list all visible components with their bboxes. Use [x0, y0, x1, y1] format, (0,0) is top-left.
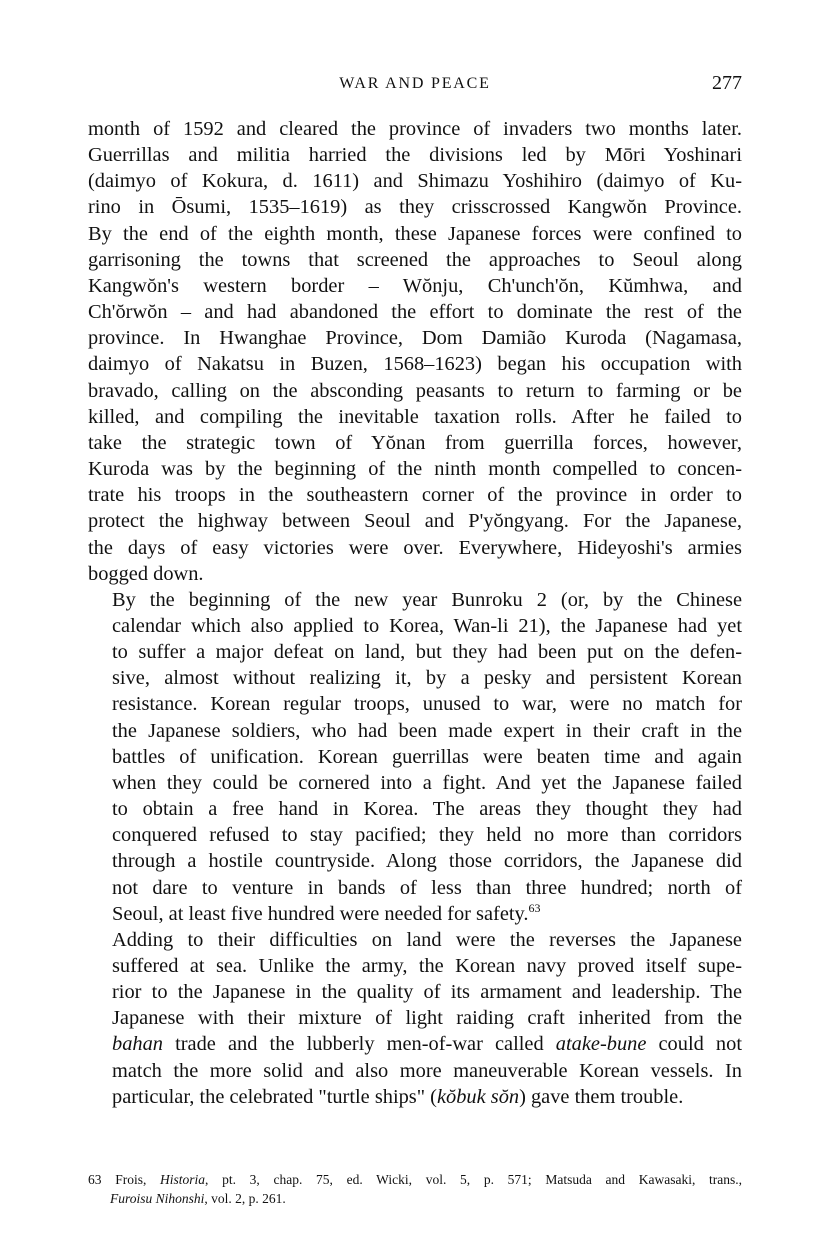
text-line: take the strategic town of Yŏnan from guerrilla forces, however,: [88, 431, 742, 454]
text-line: suffered at sea. Unlike the army, the Korean navy proved itself supe-: [112, 955, 742, 977]
text-line: By the beginning of the new year Bunroku 2 (or, by the Chinese: [112, 588, 742, 611]
text-line: bogged down.: [88, 562, 204, 585]
paragraph: [88, 927, 742, 1110]
text-line: particular, the celebrated "turtle ships" (kŏbuk sŏn) gave them trouble.: [112, 1085, 684, 1108]
text-line: to obtain a free hand in Korea. The areas they thought they had: [112, 798, 742, 821]
footnote-line: Furoisu Nihonshi, vol. 2, p. 261.: [110, 1191, 286, 1206]
text-line: to suffer a major defeat on land, but they had been put on the defen-: [112, 641, 742, 664]
text-line: bahan trade and the lubberly men-of-war called atake-bune could not: [112, 1033, 742, 1056]
text-line: the Japanese soldiers, who had been made expert in their craft in the: [112, 719, 742, 742]
text-line: province. In Hwanghae Province, Dom Damião Kuroda (Nagamasa,: [88, 327, 742, 350]
text-line: match the more solid and also more maneuverable Korean vessels. In: [112, 1059, 742, 1082]
text-line: rino in Ōsumi, 1535–1619) as they crisscrossed Kangwŏn Province.: [88, 196, 742, 219]
text-line: rior to the Japanese in the quality of its armament and leadership. The: [112, 981, 742, 1004]
running-head: [88, 72, 742, 100]
text-line: resistance. Korean regular troops, unused to war, were no match for: [112, 693, 742, 716]
text-line: sive, almost without realizing it, by a pesky and persistent Korean: [112, 667, 742, 690]
text-line: Guerrillas and militia harried the divisions led by Mōri Yoshinari: [88, 144, 742, 167]
text-line: battles of unification. Korean guerrillas were beaten time and again: [112, 745, 742, 768]
page-number: 277: [712, 72, 742, 94]
text-line: killed, and compiling the inevitable taxation rolls. After he failed to: [88, 405, 742, 428]
text-line: Adding to their difficulties on land were the reverses the Japanese: [112, 928, 742, 951]
text-line: (daimyo of Kokura, d. 1611) and Shimazu Yoshihiro (daimyo of Ku-: [88, 170, 742, 193]
text-line: daimyo of Nakatsu in Buzen, 1568–1623) began his occupation with: [88, 353, 742, 376]
text-line: Seoul, at least five hundred were needed for safety.$^{63}$: [112, 900, 541, 925]
text-line: when they could be cornered into a fight. And yet the Japanese failed: [112, 771, 742, 794]
text-line: trate his troops in the southeastern corner of the province in order to: [88, 484, 742, 507]
running-head-title: WAR AND PEACE: [339, 75, 491, 92]
body-text: [88, 116, 742, 1110]
text-line: garrisoning the towns that screened the approaches to Seoul along: [88, 248, 742, 271]
text-line: not dare to venture in bands of less than three hundred; north of: [112, 876, 742, 899]
text-line: through a hostile countryside. Along those corridors, the Japanese did: [112, 850, 742, 873]
text-line: Kangwŏn's western border – Wŏnju, Ch'unch'ŏn, Kŭmhwa, and: [88, 274, 742, 297]
text-line: the days of easy victories were over. Everywhere, Hideyoshi's armies: [88, 536, 742, 559]
paragraph: [88, 587, 742, 927]
paragraph: [88, 116, 742, 587]
text-line: calendar which also applied to Korea, Wan-li 21), the Japanese had yet: [112, 614, 742, 637]
footnote-ref: 63: [528, 900, 541, 915]
text-line: conquered refused to stay pacified; they held no more than corridors: [112, 824, 742, 847]
text-line: bravado, calling on the absconding peasants to return to farming or be: [88, 379, 742, 402]
text-line: By the end of the eighth month, these Japanese forces were confined to: [88, 222, 742, 245]
text-line: protect the highway between Seoul and P'yŏngyang. For the Japanese,: [88, 510, 742, 533]
footnote-line: 63 Frois, Historia, pt. 3, chap. 75, ed. Wicki, vol. 5, p. 571; Matsuda and Kawasaki, trans.,: [88, 1172, 742, 1187]
text-line: Kuroda was by the beginning of the ninth month compelled to concen-: [88, 458, 742, 481]
text-line: Japanese with their mixture of light raiding craft inherited from the: [112, 1007, 742, 1030]
text-line: Ch'ŏrwŏn – and had abandoned the effort to dominate the rest of the: [88, 301, 742, 324]
text-line: month of 1592 and cleared the province of invaders two months later.: [88, 118, 742, 140]
footnote: [88, 1170, 742, 1208]
